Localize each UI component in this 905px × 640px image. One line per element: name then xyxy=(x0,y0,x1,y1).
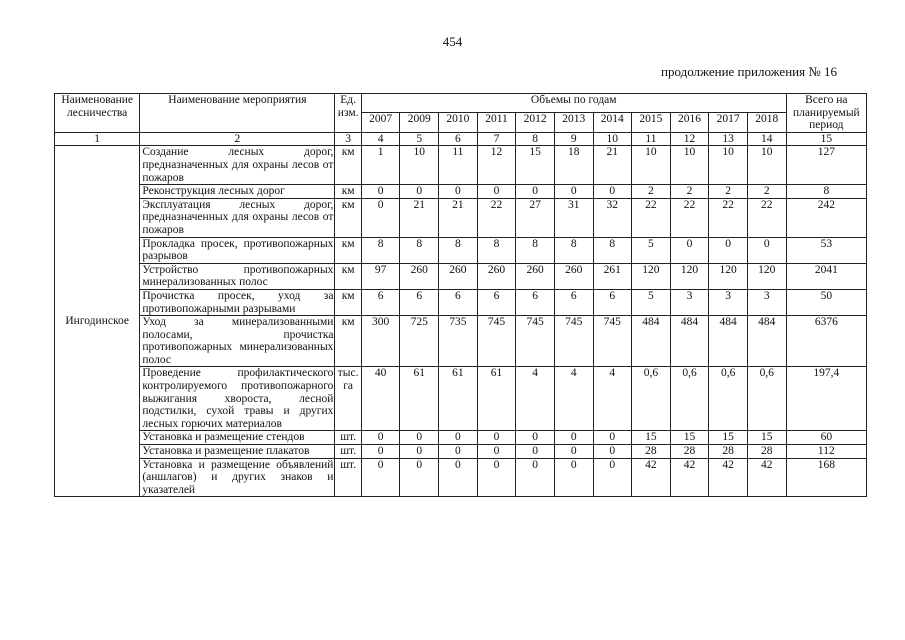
year-value-cell: 32 xyxy=(593,198,632,237)
activity-name: Уход за минерализованными полосами, прочистка противопожарных минерализованных полос xyxy=(140,316,335,367)
activity-name: Прокладка просек, противопожарных разрывов xyxy=(140,237,335,263)
year-value-cell: 2 xyxy=(747,185,786,199)
year-value-cell: 10 xyxy=(400,146,439,185)
table-row xyxy=(55,445,867,459)
year-value-cell: 42 xyxy=(747,458,786,497)
year-value-cell: 22 xyxy=(670,198,709,237)
column-number: 11 xyxy=(632,132,671,146)
year-value-cell: 6 xyxy=(400,289,439,315)
year-value-cell: 28 xyxy=(670,445,709,459)
total-cell: 60 xyxy=(786,431,866,445)
unit-cell: км xyxy=(335,289,361,315)
year-value-cell: 120 xyxy=(632,263,671,289)
header-year: 2012 xyxy=(516,113,555,132)
year-value-cell: 0 xyxy=(439,458,478,497)
header-year: 2018 xyxy=(747,113,786,132)
year-value-cell: 260 xyxy=(554,263,593,289)
year-value-cell: 745 xyxy=(477,316,516,367)
year-value-cell: 31 xyxy=(554,198,593,237)
forestry-name: Ингодинское xyxy=(55,146,140,497)
year-value-cell: 0 xyxy=(400,458,439,497)
total-cell: 197,4 xyxy=(786,367,866,431)
header-volumes: Объемы по годам xyxy=(361,94,786,113)
year-value-cell: 97 xyxy=(361,263,400,289)
year-value-cell: 22 xyxy=(477,198,516,237)
year-value-cell: 10 xyxy=(632,146,671,185)
column-number: 14 xyxy=(747,132,786,146)
total-cell: 6376 xyxy=(786,316,866,367)
year-value-cell: 28 xyxy=(632,445,671,459)
year-value-cell: 21 xyxy=(439,198,478,237)
header-unit: Ед. изм. xyxy=(335,94,361,133)
year-value-cell: 0 xyxy=(477,445,516,459)
year-value-cell: 0 xyxy=(593,458,632,497)
year-value-cell: 3 xyxy=(670,289,709,315)
activity-name: Создание лесных дорог, предназначенных для охраны лесов от пожаров xyxy=(140,146,335,185)
year-value-cell: 735 xyxy=(439,316,478,367)
year-value-cell: 260 xyxy=(400,263,439,289)
year-value-cell: 8 xyxy=(361,237,400,263)
activities-table xyxy=(54,93,867,497)
table-row xyxy=(55,237,867,263)
activity-name: Установка и размещение объявлений (аншлагов) и других знаков и указателей xyxy=(140,458,335,497)
year-value-cell: 725 xyxy=(400,316,439,367)
column-number: 3 xyxy=(335,132,361,146)
column-number: 8 xyxy=(516,132,555,146)
header-activity: Наименование мероприятия xyxy=(140,94,335,133)
total-cell: 168 xyxy=(786,458,866,497)
table-row xyxy=(55,289,867,315)
year-value-cell: 0 xyxy=(439,431,478,445)
year-value-cell: 42 xyxy=(670,458,709,497)
unit-cell: шт. xyxy=(335,431,361,445)
year-value-cell: 15 xyxy=(670,431,709,445)
year-value-cell: 27 xyxy=(516,198,555,237)
year-value-cell: 0 xyxy=(516,185,555,199)
year-value-cell: 0 xyxy=(361,458,400,497)
year-value-cell: 2 xyxy=(670,185,709,199)
year-value-cell: 28 xyxy=(747,445,786,459)
year-value-cell: 0 xyxy=(477,185,516,199)
year-value-cell: 745 xyxy=(554,316,593,367)
header-year: 2009 xyxy=(400,113,439,132)
year-value-cell: 0 xyxy=(439,445,478,459)
year-value-cell: 484 xyxy=(747,316,786,367)
year-value-cell: 0 xyxy=(477,458,516,497)
year-value-cell: 484 xyxy=(709,316,748,367)
year-value-cell: 4 xyxy=(516,367,555,431)
year-value-cell: 2 xyxy=(709,185,748,199)
total-cell: 127 xyxy=(786,146,866,185)
year-value-cell: 0 xyxy=(400,185,439,199)
year-value-cell: 120 xyxy=(747,263,786,289)
year-value-cell: 0 xyxy=(593,445,632,459)
table-row xyxy=(55,185,867,199)
year-value-cell: 4 xyxy=(554,367,593,431)
year-value-cell: 120 xyxy=(709,263,748,289)
year-value-cell: 0 xyxy=(554,458,593,497)
year-value-cell: 0 xyxy=(709,237,748,263)
unit-cell: км xyxy=(335,185,361,199)
total-cell: 50 xyxy=(786,289,866,315)
table-row xyxy=(55,198,867,237)
header-year: 2016 xyxy=(670,113,709,132)
column-number: 5 xyxy=(400,132,439,146)
year-value-cell: 1 xyxy=(361,146,400,185)
year-value-cell: 0,6 xyxy=(709,367,748,431)
year-value-cell: 42 xyxy=(709,458,748,497)
year-value-cell: 484 xyxy=(670,316,709,367)
column-number: 9 xyxy=(554,132,593,146)
unit-cell: км xyxy=(335,237,361,263)
year-value-cell: 10 xyxy=(747,146,786,185)
activity-name: Устройство противопожарных минерализованных полос xyxy=(140,263,335,289)
year-value-cell: 2 xyxy=(632,185,671,199)
year-value-cell: 15 xyxy=(709,431,748,445)
year-value-cell: 0,6 xyxy=(632,367,671,431)
total-cell: 242 xyxy=(786,198,866,237)
year-value-cell: 0 xyxy=(554,431,593,445)
year-value-cell: 40 xyxy=(361,367,400,431)
column-number-row xyxy=(55,132,867,146)
year-value-cell: 61 xyxy=(477,367,516,431)
header-year: 2015 xyxy=(632,113,671,132)
year-value-cell: 11 xyxy=(439,146,478,185)
unit-cell: км xyxy=(335,316,361,367)
header-year: 2010 xyxy=(439,113,478,132)
year-value-cell: 0 xyxy=(477,431,516,445)
year-value-cell: 0 xyxy=(361,198,400,237)
header-total: Всего на планируемый период xyxy=(786,94,866,133)
year-value-cell: 22 xyxy=(747,198,786,237)
total-cell: 2041 xyxy=(786,263,866,289)
column-number: 2 xyxy=(140,132,335,146)
header-row-1 xyxy=(55,94,867,113)
year-value-cell: 8 xyxy=(439,237,478,263)
year-value-cell: 61 xyxy=(439,367,478,431)
year-value-cell: 21 xyxy=(593,146,632,185)
year-value-cell: 261 xyxy=(593,263,632,289)
year-value-cell: 61 xyxy=(400,367,439,431)
unit-cell: км xyxy=(335,146,361,185)
unit-cell: км xyxy=(335,263,361,289)
year-value-cell: 8 xyxy=(516,237,555,263)
year-value-cell: 0 xyxy=(439,185,478,199)
year-value-cell: 8 xyxy=(477,237,516,263)
year-value-cell: 0 xyxy=(516,458,555,497)
column-number: 6 xyxy=(439,132,478,146)
activity-name: Установка и размещение стендов xyxy=(140,431,335,445)
unit-cell: км xyxy=(335,198,361,237)
year-value-cell: 22 xyxy=(709,198,748,237)
year-value-cell: 0 xyxy=(400,445,439,459)
year-value-cell: 18 xyxy=(554,146,593,185)
year-value-cell: 745 xyxy=(516,316,555,367)
year-value-cell: 0,6 xyxy=(747,367,786,431)
activity-name: Установка и размещение плакатов xyxy=(140,445,335,459)
continuation-label: продолжение приложения № 16 xyxy=(661,64,837,79)
year-value-cell: 5 xyxy=(632,237,671,263)
year-value-cell: 8 xyxy=(593,237,632,263)
year-value-cell: 8 xyxy=(554,237,593,263)
activity-name: Реконструкция лесных дорог xyxy=(140,185,335,199)
year-value-cell: 10 xyxy=(670,146,709,185)
activity-name: Эксплуатация лесных дорог, предназначенных для охраны лесов от пожаров xyxy=(140,198,335,237)
header-year: 2011 xyxy=(477,113,516,132)
year-value-cell: 0 xyxy=(554,445,593,459)
year-value-cell: 6 xyxy=(516,289,555,315)
year-value-cell: 0 xyxy=(361,185,400,199)
year-value-cell: 300 xyxy=(361,316,400,367)
year-value-cell: 42 xyxy=(632,458,671,497)
year-value-cell: 260 xyxy=(439,263,478,289)
header-forestry: Наименование лесничества xyxy=(55,94,140,133)
year-value-cell: 10 xyxy=(709,146,748,185)
table-body xyxy=(55,146,867,497)
table-row xyxy=(55,431,867,445)
table-row xyxy=(55,367,867,431)
header-year: 2014 xyxy=(593,113,632,132)
table-row xyxy=(55,263,867,289)
unit-cell: шт. xyxy=(335,445,361,459)
year-value-cell: 15 xyxy=(516,146,555,185)
header-year: 2017 xyxy=(709,113,748,132)
year-value-cell: 6 xyxy=(439,289,478,315)
activity-name: Проведение профилактического контролируемого противопожарного выжигания хвороста, лесной подстилки, сухой травы и других лесных горючих материалов xyxy=(140,367,335,431)
activity-name: Прочистка просек, уход за противопожарными разрывами xyxy=(140,289,335,315)
year-value-cell: 0 xyxy=(670,237,709,263)
year-value-cell: 6 xyxy=(593,289,632,315)
year-value-cell: 22 xyxy=(632,198,671,237)
header-year: 2007 xyxy=(361,113,400,132)
year-value-cell: 15 xyxy=(747,431,786,445)
year-value-cell: 0 xyxy=(361,431,400,445)
year-value-cell: 8 xyxy=(400,237,439,263)
year-value-cell: 5 xyxy=(632,289,671,315)
total-cell: 112 xyxy=(786,445,866,459)
year-value-cell: 21 xyxy=(400,198,439,237)
column-number: 13 xyxy=(709,132,748,146)
year-value-cell: 0,6 xyxy=(670,367,709,431)
year-value-cell: 0 xyxy=(400,431,439,445)
year-value-cell: 0 xyxy=(747,237,786,263)
column-number: 4 xyxy=(361,132,400,146)
year-value-cell: 15 xyxy=(632,431,671,445)
year-value-cell: 260 xyxy=(477,263,516,289)
year-value-cell: 6 xyxy=(361,289,400,315)
table-row xyxy=(55,316,867,367)
year-value-cell: 3 xyxy=(709,289,748,315)
column-number: 12 xyxy=(670,132,709,146)
year-value-cell: 28 xyxy=(709,445,748,459)
total-cell: 53 xyxy=(786,237,866,263)
column-number: 10 xyxy=(593,132,632,146)
year-value-cell: 0 xyxy=(516,431,555,445)
year-value-cell: 260 xyxy=(516,263,555,289)
year-value-cell: 6 xyxy=(477,289,516,315)
year-value-cell: 4 xyxy=(593,367,632,431)
year-value-cell: 12 xyxy=(477,146,516,185)
year-value-cell: 484 xyxy=(632,316,671,367)
year-value-cell: 0 xyxy=(593,431,632,445)
table-row xyxy=(55,458,867,497)
column-number: 7 xyxy=(477,132,516,146)
page-number: 454 xyxy=(442,34,463,49)
year-value-cell: 0 xyxy=(554,185,593,199)
total-cell: 8 xyxy=(786,185,866,199)
header-year: 2013 xyxy=(554,113,593,132)
column-number: 15 xyxy=(786,132,866,146)
year-value-cell: 120 xyxy=(670,263,709,289)
year-value-cell: 745 xyxy=(593,316,632,367)
year-value-cell: 6 xyxy=(554,289,593,315)
column-number: 1 xyxy=(55,132,140,146)
unit-cell: шт. xyxy=(335,458,361,497)
year-value-cell: 0 xyxy=(516,445,555,459)
year-value-cell: 3 xyxy=(747,289,786,315)
year-value-cell: 0 xyxy=(593,185,632,199)
year-value-cell: 0 xyxy=(361,445,400,459)
unit-cell: тыс. га xyxy=(335,367,361,431)
table-row xyxy=(55,146,867,185)
